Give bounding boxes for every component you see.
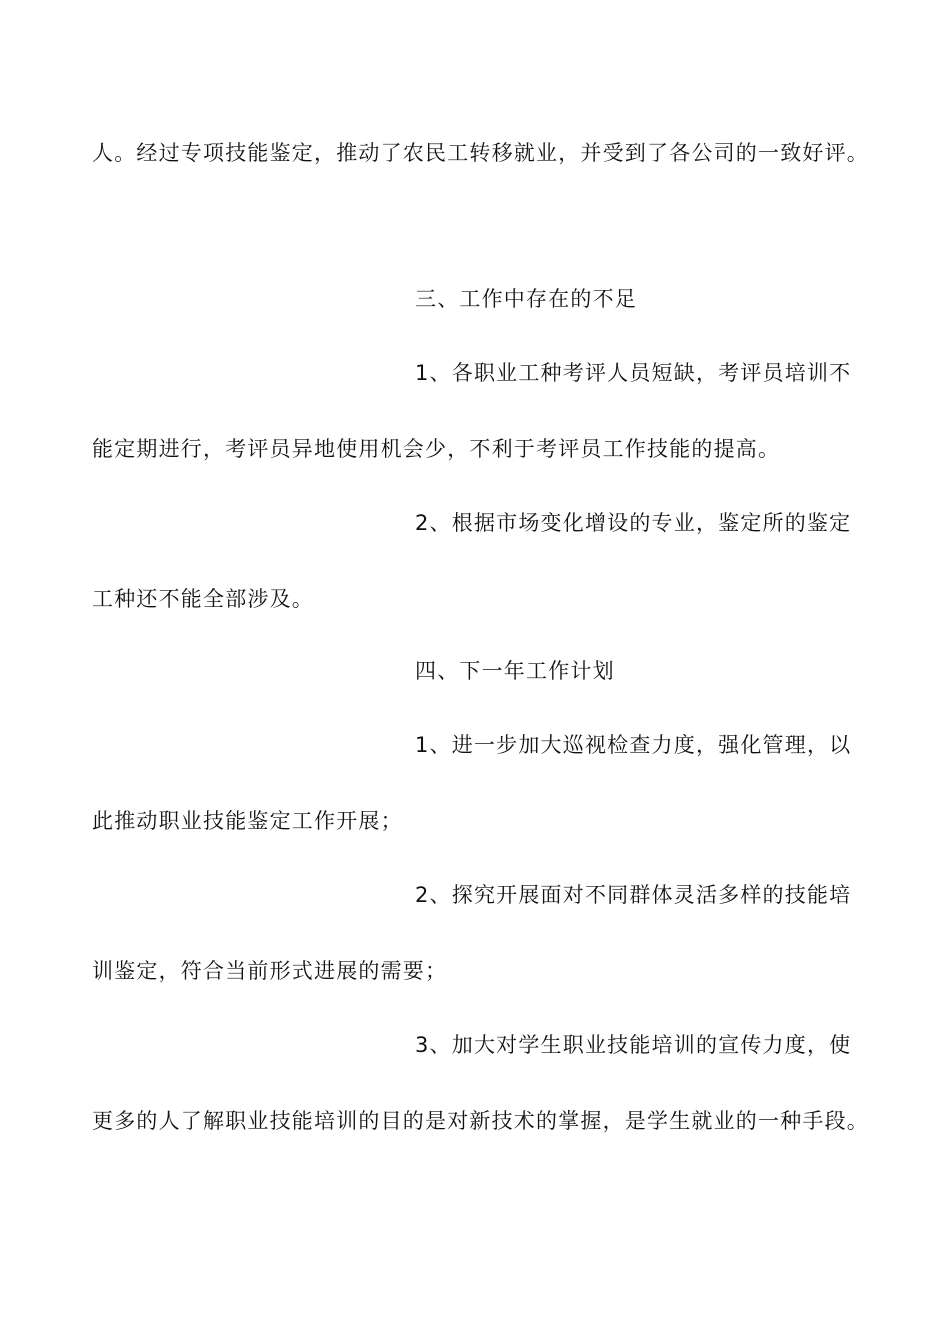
plan-item-1-line-1: 1、进一步加大巡视检查力度，强化管理，以 — [415, 733, 852, 757]
paragraph-continuation-line: 人。经过专项技能鉴定，推动了农民工转移就业，并受到了各公司的一致好评。 — [92, 141, 869, 165]
shortcoming-item-1-line-2: 能定期进行，考评员异地使用机会少，不利于考评员工作技能的提高。 — [92, 437, 781, 461]
plan-item-2-line-2: 训鉴定，符合当前形式进展的需要； — [92, 959, 448, 983]
shortcoming-item-2-line-2: 工种还不能全部涉及。 — [92, 587, 314, 611]
shortcoming-item-1-line-1: 1、各职业工种考评人员短缺，考评员培训不 — [415, 361, 852, 385]
shortcoming-item-2-line-1: 2、根据市场变化增设的专业，鉴定所的鉴定 — [415, 511, 852, 535]
plan-item-1-line-2: 此推动职业技能鉴定工作开展； — [92, 809, 403, 833]
section-heading-next-year-plan: 四、下一年工作计划 — [415, 659, 615, 683]
plan-item-3-line-1: 3、加大对学生职业技能培训的宣传力度，使 — [415, 1033, 852, 1057]
plan-item-2-line-1: 2、探究开展面对不同群体灵活多样的技能培 — [415, 883, 852, 907]
plan-item-3-line-2: 更多的人了解职业技能培训的目的是对新技术的掌握，是学生就业的一种手段。 — [92, 1109, 869, 1133]
section-heading-shortcomings: 三、工作中存在的不足 — [415, 287, 637, 311]
